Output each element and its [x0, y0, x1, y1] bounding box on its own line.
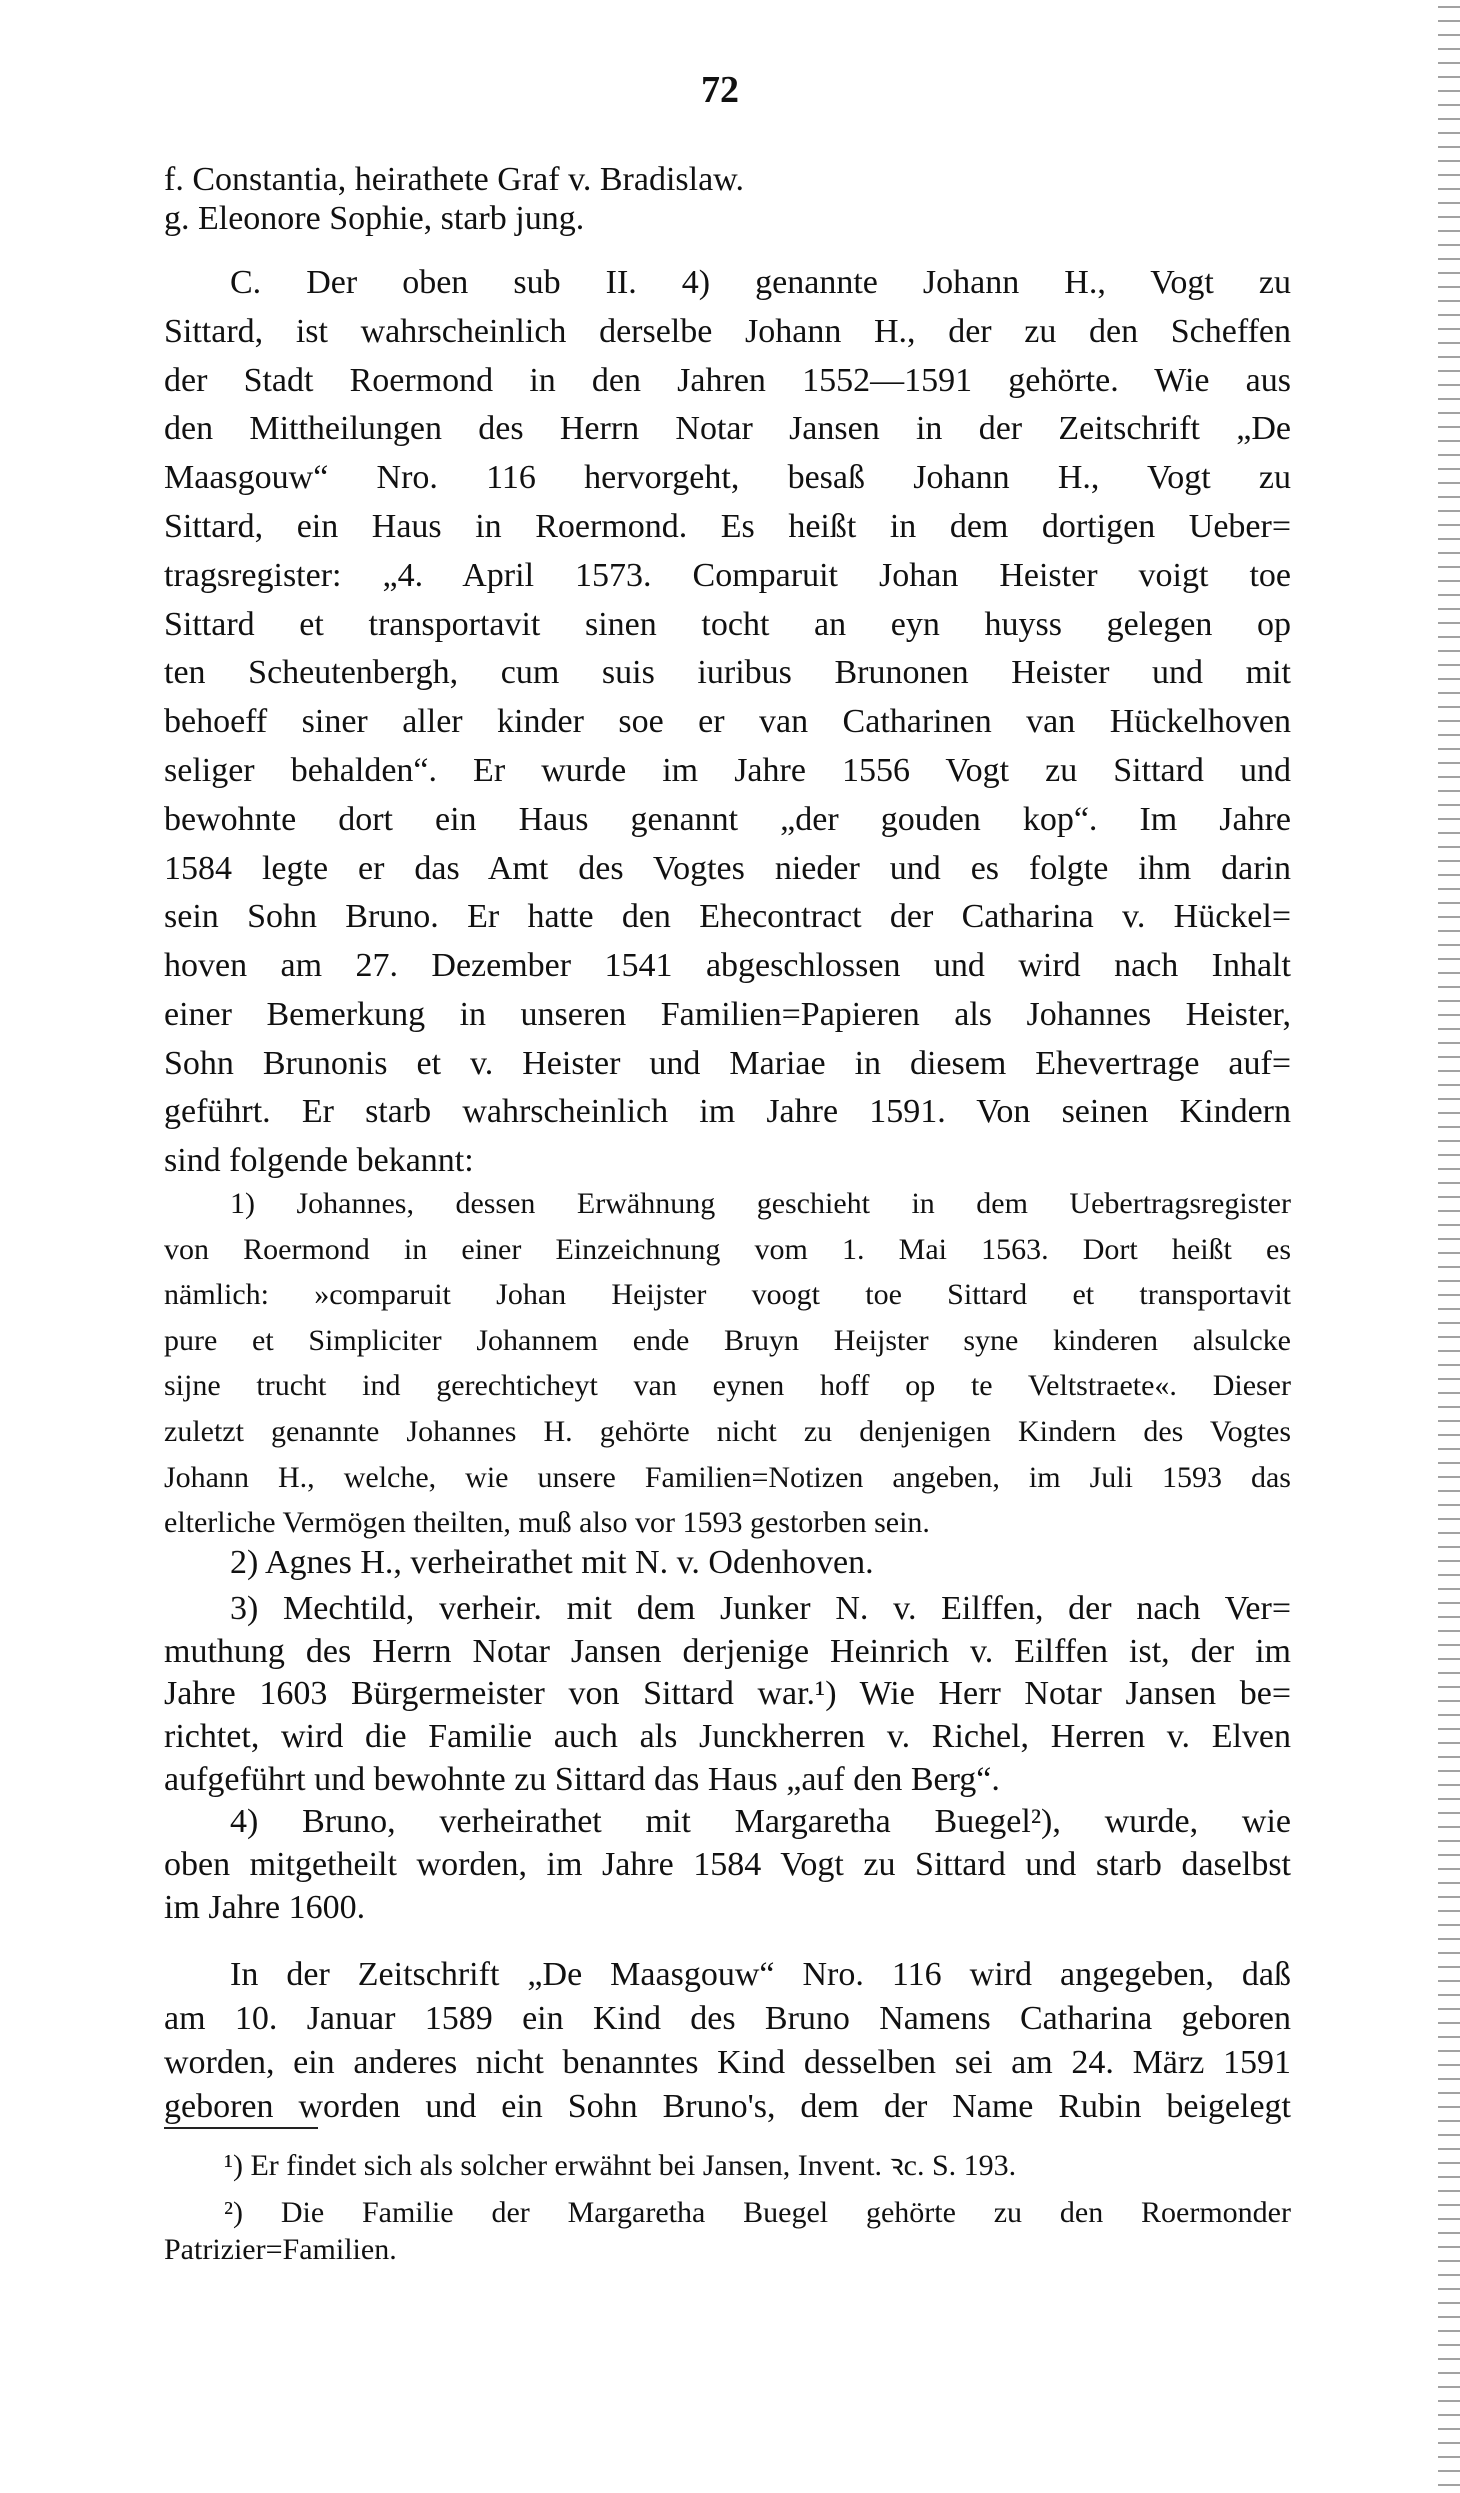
text-line: muthung des Herrn Notar Jansen derjenige Heinrich v. Eilffen ist, der im	[164, 1633, 1291, 1670]
text-line: sijne trucht ind gerechticheyt van eynen hoff op te Veltstraete«. Dieser	[164, 1369, 1291, 1402]
text-line: oben mitgetheilt worden, im Jahre 1584 Vogt zu Sittard und starb daselbst	[164, 1846, 1291, 1883]
text-line: den Mittheilungen des Herrn Notar Jansen in der Zeitschrift „De	[164, 410, 1291, 447]
text-line: einer Bemerkung in unseren Familien=Papieren als Johannes Heister,	[164, 996, 1291, 1033]
text-line: geboren worden und ein Sohn Bruno's, dem der Name Rubin beigelegt	[164, 2088, 1291, 2125]
text-line: seliger behalden“. Er wurde im Jahre 1556 Vogt zu Sittard und	[164, 752, 1291, 789]
text-line: C. Der oben sub II. 4) genannte Johann H., Vogt zu	[230, 264, 1291, 301]
text-line: geführt. Er starb wahrscheinlich im Jahre 1591. Von seinen Kindern	[164, 1093, 1291, 1130]
text-line: im Jahre 1600.	[164, 1889, 366, 1926]
text-line: aufgeführt und bewohnte zu Sittard das Haus „auf den Berg“.	[164, 1761, 1000, 1798]
text-line: Sittard, ein Haus in Roermond. Es heißt in dem dortigen Ueber=	[164, 508, 1291, 545]
footnote-line: Patrizier=Familien.	[164, 2233, 397, 2266]
text-line: hoven am 27. Dezember 1541 abgeschlossen und wird nach Inhalt	[164, 947, 1291, 984]
text-line: sind folgende bekannt:	[164, 1142, 474, 1179]
text-line: In der Zeitschrift „De Maasgouw“ Nro. 116 wird angegeben, daß	[230, 1956, 1291, 1993]
footnote-line: ²) Die Familie der Margaretha Buegel gehörte zu den Roermonder	[224, 2196, 1291, 2229]
text-line: Sohn Brunonis et v. Heister und Mariae in diesem Ehevertrage auf=	[164, 1045, 1291, 1082]
text-line: 1) Johannes, dessen Erwähnung geschieht in dem Uebertragsregister	[230, 1187, 1291, 1220]
text-line: sein Sohn Bruno. Er hatte den Ehecontract der Catharina v. Hückel=	[164, 898, 1291, 935]
scan-edge-noise	[1438, 0, 1460, 2493]
text-line: Johann H., welche, wie unsere Familien=Notizen angeben, im Juli 1593 das	[164, 1461, 1291, 1494]
text-line: richtet, wird die Familie auch als Junckherren v. Richel, Herren v. Elven	[164, 1718, 1291, 1755]
text-line: tragsregister: „4. April 1573. Comparuit Johan Heister voigt toe	[164, 557, 1291, 594]
text-line: elterliche Vermögen theilten, muß also vor 1593 gestorben sein.	[164, 1506, 930, 1539]
text-line: 4) Bruno, verheirathet mit Margaretha Buegel²), wurde, wie	[230, 1803, 1291, 1840]
footnote-line: ¹) Er findet sich als solcher erwähnt bei Jansen, Invent. ꝛc. S. 193.	[224, 2149, 1017, 2182]
text-line: 2) Agnes H., verheirathet mit N. v. Odenhoven.	[230, 1544, 874, 1581]
text-line: worden, ein anderes nicht benanntes Kind desselben sei am 24. März 1591	[164, 2044, 1291, 2081]
text-line: Sittard, ist wahrscheinlich derselbe Johann H., der zu den Scheffen	[164, 313, 1291, 350]
text-line: der Stadt Roermond in den Jahren 1552—1591 gehörte. Wie aus	[164, 362, 1291, 399]
text-line: f. Constantia, heirathete Graf v. Bradislaw.	[164, 161, 745, 198]
text-line: am 10. Januar 1589 ein Kind des Bruno Namens Catharina geboren	[164, 2000, 1291, 2037]
text-line: zuletzt genannte Johannes H. gehörte nicht zu denjenigen Kindern des Vogtes	[164, 1415, 1291, 1448]
footnote-divider	[164, 2127, 318, 2129]
text-line: von Roermond in einer Einzeichnung vom 1. Mai 1563. Dort heißt es	[164, 1233, 1291, 1266]
text-line: g. Eleonore Sophie, starb jung.	[164, 200, 585, 237]
text-line: 3) Mechtild, verheir. mit dem Junker N. v. Eilffen, der nach Ver=	[230, 1590, 1291, 1627]
text-line: Jahre 1603 Bürgermeister von Sittard war.¹) Wie Herr Notar Jansen be=	[164, 1675, 1291, 1712]
text-line: bewohnte dort ein Haus genannt „der gouden kop“. Im Jahre	[164, 801, 1291, 838]
page-number: 72	[701, 69, 739, 111]
text-line: Sittard et transportavit sinen tocht an eyn huyss gelegen op	[164, 606, 1291, 643]
text-line: behoeff siner aller kinder soe er van Catharinen van Hückelhoven	[164, 703, 1291, 740]
text-line: nämlich: »comparuit Johan Heijster voogt toe Sittard et transportavit	[164, 1278, 1291, 1311]
text-line: ten Scheutenbergh, cum suis iuribus Brunonen Heister und mit	[164, 654, 1291, 691]
text-line: Maasgouw“ Nro. 116 hervorgeht, besaß Johann H., Vogt zu	[164, 459, 1291, 496]
text-line: 1584 legte er das Amt des Vogtes nieder und es folgte ihm darin	[164, 850, 1291, 887]
text-line: pure et Simpliciter Johannem ende Bruyn Heijster syne kinderen alsulcke	[164, 1324, 1291, 1357]
